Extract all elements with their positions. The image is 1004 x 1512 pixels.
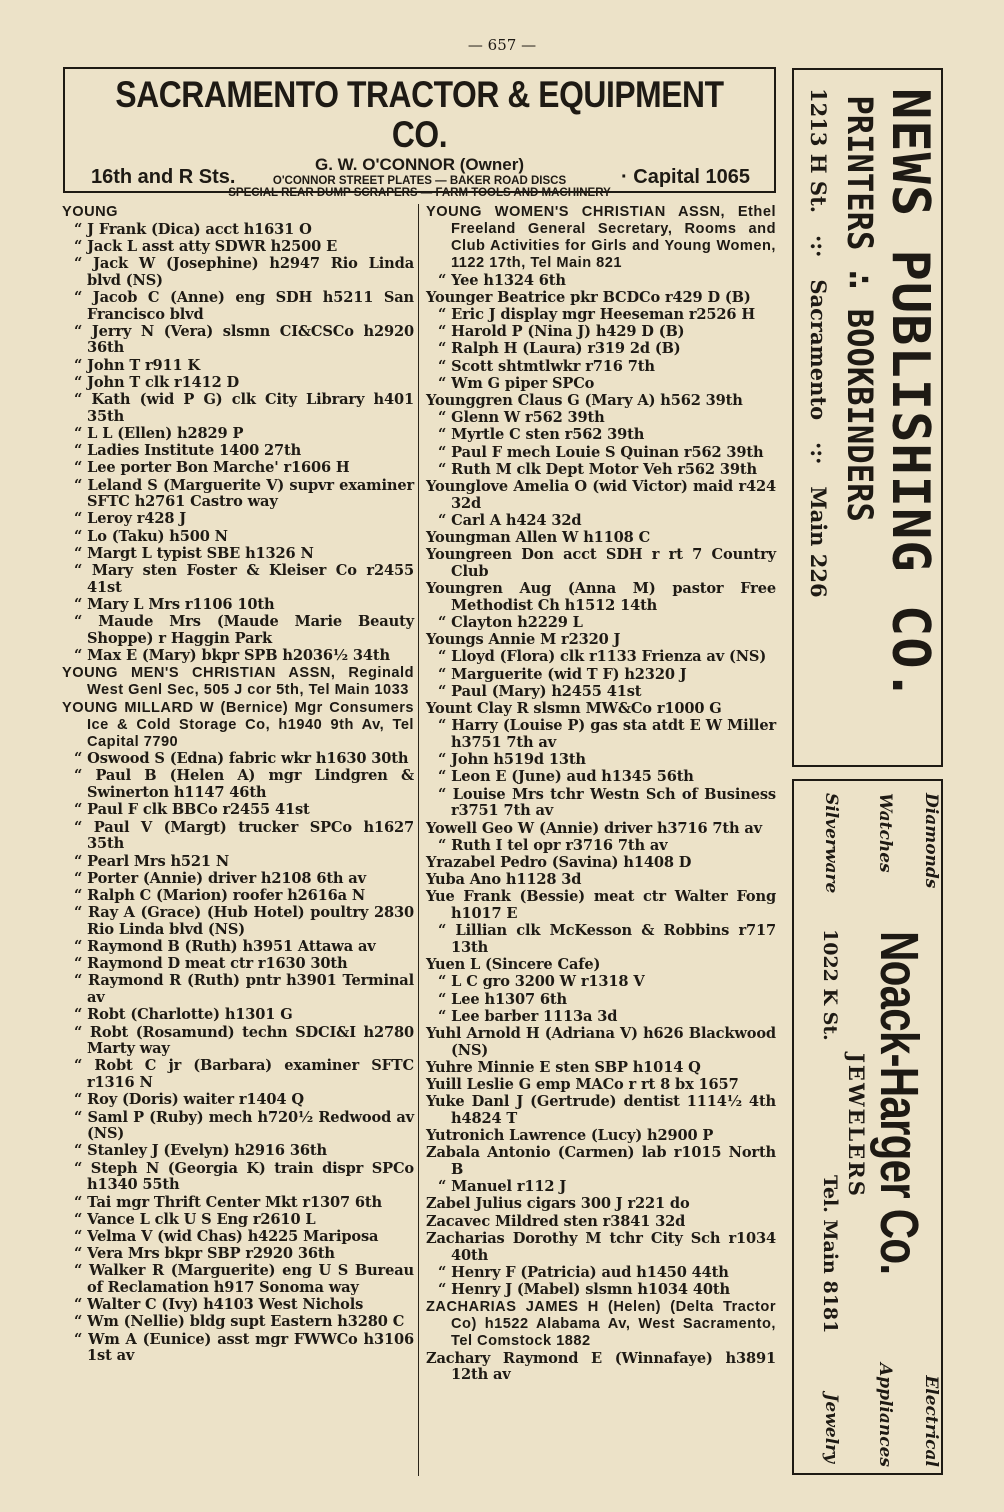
directory-right-column	[426, 204, 776, 1385]
ad-company-name: SACRAMENTO TRACTOR & EQUIPMENT CO.	[115, 74, 724, 155]
directory-entry: “ Oswood S (Edna) fabric wkr h1630 30th	[74, 750, 409, 768]
noack-harger-advertisement	[792, 779, 943, 1475]
directory-entry: “ Tai mgr Thrift Center Mkt r1307 6th	[74, 1193, 382, 1211]
directory-entry: “ Jerry N (Vera) slsmn CI&CSCo h2920 36th	[74, 322, 414, 357]
ad-phone: · Capital 1065	[621, 166, 750, 188]
directory-entry: Younggren Claus G (Mary A) h562 39th	[426, 391, 743, 409]
directory-heading: YOUNG MILLARD W (Bernice) Mgr Consumers Ice & Cold Storage Co, h1940 9th Av, Tel Capital 7790	[62, 699, 414, 750]
directory-entry: Yue Frank (Bessie) meat ctr Walter Fong h1017 E	[426, 888, 776, 923]
news-publishing-advertisement	[792, 68, 943, 767]
directory-entry: “ Raymond B (Ruth) h3951 Attawa av	[74, 938, 376, 956]
directory-entry: Younglove Amelia O (wid Victor) maid r424 32d	[426, 477, 776, 512]
directory-entry: “ John T clk r1412 D	[74, 373, 240, 391]
column-divider	[418, 204, 419, 1476]
directory-entry: “ Wm G piper SPCo	[438, 374, 595, 392]
directory-entry: “ Ralph H (Laura) r319 2d (B)	[438, 340, 681, 358]
directory-left-column	[62, 204, 414, 1366]
directory-entry: “ Harry (Louise P) gas sta atdt E W Miller h3751 7th av	[438, 717, 776, 751]
electrical-label: Electrical	[921, 1375, 941, 1467]
directory-entry: “ Carl A h424 32d	[438, 511, 582, 529]
directory-entry: “ J Frank (Dica) acct h1631 O	[74, 220, 312, 238]
directory-entry: “ Maude Mrs (Maude Marie Beauty Shoppe) r Haggin Park	[74, 613, 414, 647]
noack-phone: Tel. Main 8181	[819, 1175, 841, 1334]
directory-entry: “ Vera Mrs bkpr SBP r2920 36th	[74, 1245, 335, 1263]
jewelry-label: Jewelry	[821, 1393, 841, 1463]
directory-entry: Youngman Allen W h1108 C	[426, 529, 651, 547]
directory-entry: “ Raymond R (Ruth) pntr h3901 Terminal av	[74, 972, 414, 1007]
directory-heading: YOUNG WOMEN'S CHRISTIAN ASSN, Ethel Freeland General Secretary, Rooms and Club Activities for Girls and Young Women, 1122 17th, Tel Main 821	[426, 204, 776, 271]
directory-entry: “ Eric J display mgr Heeseman r2526 H	[438, 305, 756, 323]
directory-entry: Youngren Aug (Anna M) pastor Free Methodist Ch h1512 14th	[426, 580, 776, 614]
directory-entry: “ Leroy r428 J	[74, 510, 187, 528]
directory-entry: “ Ray A (Grace) (Hub Hotel) poultry 2830 Rio Linda blvd (NS)	[74, 904, 414, 938]
watches-label: Watches	[875, 793, 895, 873]
directory-entry: “ Robt (Charlotte) h1301 G	[74, 1006, 293, 1024]
directory-entry: “ Lloyd (Flora) clk r1133 Frienza av (NS)	[438, 648, 767, 666]
directory-entry: Youngs Annie M r2320 J	[426, 631, 621, 649]
ad-owner: G. W. O'CONNOR (Owner)	[315, 155, 524, 174]
noack-address: 1022 K St.	[819, 929, 841, 1041]
directory-entry: Yount Clay R slsmn MW&Co r1000 G	[426, 700, 722, 718]
directory-entry: “ John h519d 13th	[438, 751, 586, 769]
directory-entry: “ Robt (Rosamund) techn SDCI&I h2780 Marty way	[74, 1023, 414, 1058]
directory-entry: Zacavec Mildred sten r3841 32d	[426, 1212, 686, 1230]
directory-entry: “ Glenn W r562 39th	[438, 409, 605, 427]
directory-entry: “ Jack W (Josephine) h2947 Rio Linda blvd (NS)	[74, 254, 414, 289]
directory-entry: Yuhl Arnold H (Adriana V) h626 Blackwood (NS)	[426, 1024, 776, 1059]
directory-entry: Zabel Julius cigars 300 J r221 do	[426, 1195, 690, 1213]
directory-entry: Younger Beatrice pkr BCDCo r429 D (B)	[426, 288, 751, 306]
directory-entry: Zacharias Dorothy M tchr City Sch r1034 40th	[426, 1229, 776, 1264]
directory-entry: “ Mary L Mrs r1106 10th	[74, 595, 275, 613]
directory-entry: “ Lee porter Bon Marche' r1606 H	[74, 459, 350, 477]
directory-entry: “ Walter C (Ivy) h4103 West Nichols	[74, 1296, 364, 1314]
directory-entry: “ Wm (Nellie) bldg supt Eastern h3280 C	[74, 1313, 405, 1331]
directory-entry: “ Louise Mrs tchr Westn Sch of Business r3751 7th av	[438, 785, 776, 820]
directory-entry: “ Stanley J (Evelyn) h2916 36th	[74, 1142, 327, 1160]
directory-entry: “ Leon E (June) aud h1345 56th	[438, 768, 694, 786]
page-number: — 657 —	[467, 36, 537, 54]
directory-entry: “ L L (Ellen) h2829 P	[74, 424, 244, 442]
directory-entry: “ Harold P (Nina J) h429 D (B)	[438, 323, 685, 341]
directory-entry: “ Clayton h2229 L	[438, 614, 583, 632]
directory-entry: Youngreen Don acct SDH r rt 7 Country Club	[426, 546, 776, 580]
directory-entry: “ Saml P (Ruby) mech h720½ Redwood av (NS)	[74, 1108, 414, 1143]
directory-entry: Yuke Danl J (Gertrude) dentist 1114½ 4th h4824 T	[426, 1093, 776, 1127]
directory-entry: “ Walker R (Marguerite) eng U S Bureau of Reclamation h917 Sonoma way	[74, 1262, 414, 1297]
directory-heading: YOUNG	[62, 204, 119, 220]
diamonds-label: Diamonds	[921, 793, 941, 889]
directory-entry: “ Lee barber 1113a 3d	[438, 1007, 618, 1025]
news-publishing-address: 1213 H St. ·:· Sacramento ·:· Main 226	[806, 88, 831, 598]
directory-entry: “ Paul F mech Louie S Quinan r562 39th	[438, 443, 764, 461]
ad-address: 16th and R Sts.	[91, 166, 236, 188]
news-publishing-name: NEWS PUBLISHING CO.	[880, 88, 940, 702]
directory-entry: “ Leland S (Marguerite V) supvr examiner SFTC h2761 Castro way	[74, 476, 414, 511]
directory-heading: YOUNG MEN'S CHRISTIAN ASSN, Reginald West Genl Sec, 505 J cor 5th, Tel Main 1033	[62, 665, 414, 699]
directory-entry: “ Ralph C (Marion) roofer h2616a N	[74, 886, 366, 904]
directory-entry: “ Velma V (wid Chas) h4225 Mariposa	[74, 1227, 379, 1245]
directory-entry: “ Henry F (Patricia) aud h1450 44th	[438, 1263, 729, 1281]
ad-products-line-1: O'CONNOR STREET PLATES — BAKER ROAD DISCS	[272, 175, 567, 187]
directory-entry: “ Kath (wid P G) clk City Library h401 35th	[74, 391, 414, 425]
news-publishing-subtitle: PRINTERS ∴ BOOKBINDERS	[839, 95, 879, 522]
directory-entry: Yuen L (Sincere Cafe)	[426, 956, 601, 974]
directory-entry: Yuba Ano h1128 3d	[426, 871, 582, 889]
directory-entry: “ Marguerite (wid T F) h2320 J	[438, 665, 687, 683]
directory-entry: “ Margt L typist SBE h1326 N	[74, 544, 314, 562]
directory-entry: “ Mary sten Foster & Kleiser Co r2455 41st	[74, 562, 414, 596]
directory-entry: “ Henry J (Mabel) slsmn h1034 40th	[438, 1280, 730, 1298]
directory-entry: “ Jacob C (Anne) eng SDH h5211 San Francisco blvd	[74, 288, 414, 323]
directory-entry: “ Paul V (Margt) trucker SPCo h1627 35th	[74, 818, 414, 853]
directory-entry: “ Jack L asst atty SDWR h2500 E	[74, 237, 338, 255]
directory-entry: Yrazabel Pedro (Savina) h1408 D	[426, 853, 692, 871]
directory-entry: “ Pearl Mrs h521 N	[74, 852, 230, 870]
ad-products-line-2: SPECIAL REAR DUMP SCRAPERS — FARM TOOLS AND MACHINERY	[228, 187, 611, 199]
directory-entry: “ Porter (Annie) driver h2108 6th av	[74, 869, 366, 887]
directory-entry: “ Max E (Mary) bkpr SPB h2036½ 34th	[74, 647, 390, 665]
directory-entry: “ Lee h1307 6th	[438, 990, 567, 1008]
directory-entry: Yuhre Minnie E sten SBP h1014 Q	[426, 1058, 701, 1076]
directory-entry: “ Lillian clk McKesson & Robbins r717 13th	[438, 922, 776, 956]
directory-entry: “ Lo (Taku) h500 N	[74, 527, 228, 545]
directory-entry: “ John T r911 K	[74, 356, 201, 374]
appliances-label: Appliances	[875, 1363, 895, 1467]
silverware-label: Silverware	[821, 793, 841, 894]
directory-entry: “ Scott shtmtlwkr r716 7th	[438, 357, 655, 375]
directory-entry: “ Yee h1324 6th	[438, 271, 566, 289]
directory-entry: “ Wm A (Eunice) asst mgr FWWCo h3106 1st av	[74, 1330, 414, 1365]
directory-entry: “ L C gro 3200 W r1318 V	[438, 973, 645, 991]
directory-entry: “ Paul B (Helen A) mgr Lindgren & Swinerton h1147 46th	[74, 767, 414, 802]
directory-entry: “ Vance L clk U S Eng r2610 L	[74, 1210, 316, 1228]
directory-entry: “ Roy (Doris) waiter r1404 Q	[74, 1091, 304, 1109]
directory-entry: Zachary Raymond E (Winnafaye) h3891 12th av	[426, 1349, 776, 1384]
directory-entry: “ Myrtle C sten r562 39th	[438, 426, 645, 444]
jewelers-label: JEWELERS	[844, 1053, 869, 1198]
directory-entry: “ Paul F clk BBCo r2455 41st	[74, 801, 310, 819]
directory-entry: “ Manuel r112 J	[438, 1178, 567, 1196]
directory-entry: Yuill Leslie G emp MACo r rt 8 bx 1657	[426, 1076, 739, 1094]
directory-entry: “ Paul (Mary) h2455 41st	[438, 682, 642, 700]
directory-entry: “ Steph N (Georgia K) train dispr SPCo h1340 55th	[74, 1159, 414, 1194]
directory-heading: ZACHARIAS JAMES H (Helen) (Delta Tractor Co) h1522 Alabama Av, West Sacramento, Tel Comstock 1882	[426, 1299, 776, 1350]
directory-entry: Zabala Antonio (Carmen) lab r1015 North B	[426, 1144, 776, 1179]
directory-entry: “ Ruth M clk Dept Motor Veh r562 39th	[438, 460, 757, 478]
directory-entry: “ Robt C jr (Barbara) examiner SFTC r1316 N	[74, 1057, 414, 1092]
tractor-advertisement	[63, 67, 776, 199]
noack-harger-name: Noack-Harger Co.	[869, 931, 929, 1275]
directory-entry: “ Raymond D meat ctr r1630 30th	[74, 955, 348, 973]
directory-entry: “ Ladies Institute 1400 27th	[74, 442, 302, 460]
directory-entry: Yutronich Lawrence (Lucy) h2900 P	[426, 1127, 714, 1145]
directory-entry: “ Ruth I tel opr r3716 7th av	[438, 836, 668, 854]
directory-entry: Yowell Geo W (Annie) driver h3716 7th av	[426, 819, 762, 837]
